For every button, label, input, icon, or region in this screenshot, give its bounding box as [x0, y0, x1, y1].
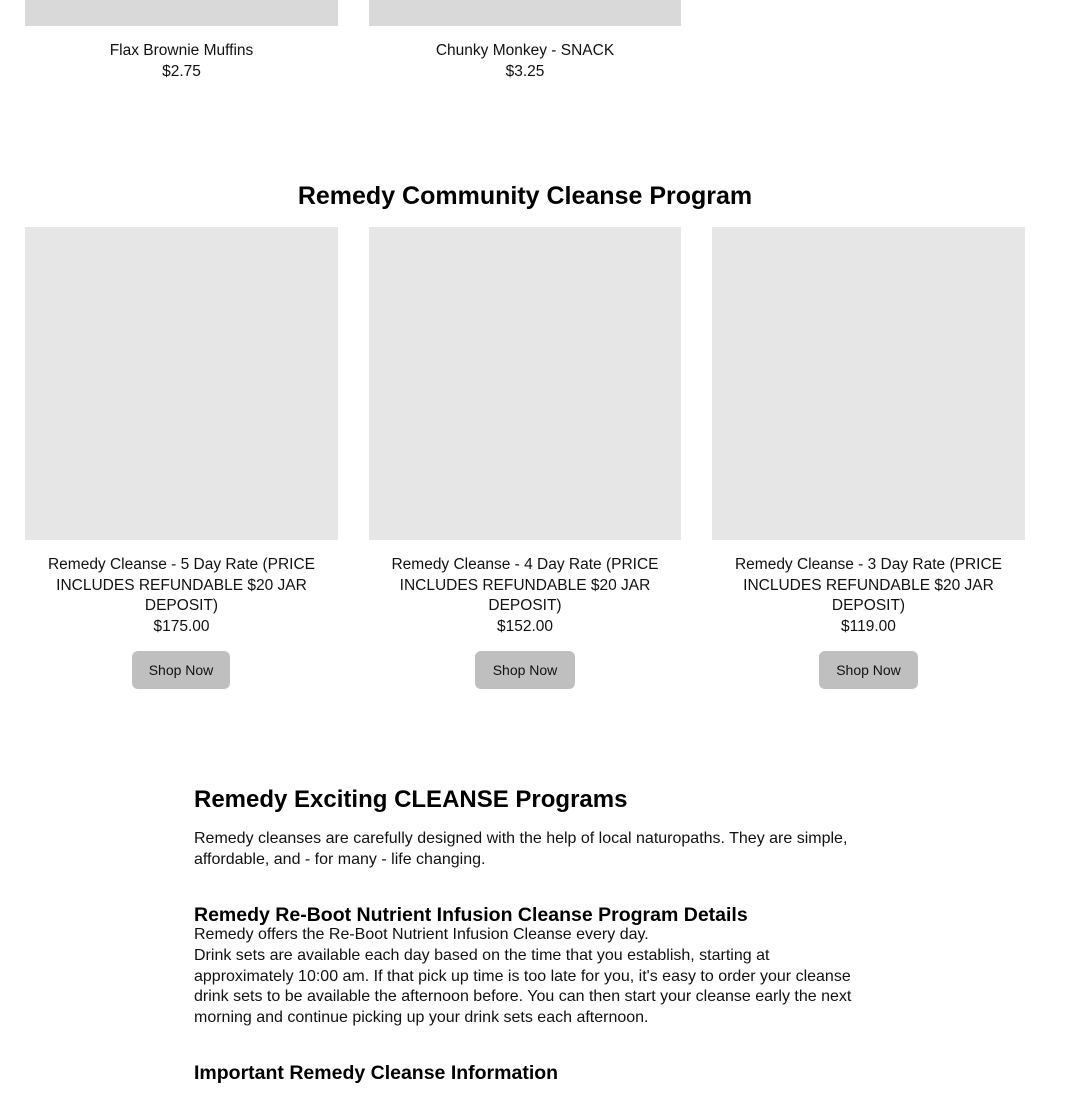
shop-now-button[interactable]: Shop Now	[819, 651, 918, 689]
shop-now-button[interactable]: Shop Now	[475, 651, 575, 689]
details-heading: Remedy Re-Boot Nutrient Infusion Cleanse Program Details	[194, 904, 748, 926]
info-intro: Remedy cleanses are carefully designed with the help of local naturopaths. They are simple, affordable, and - for many - life changing.	[194, 830, 848, 868]
product-price: $119.00	[841, 618, 896, 635]
details-line-2: Drink sets are available each day based on the time that you establish, starting at approximately 10:00 am. If that pick up time is too late for you, it's easy to order your cleanse drink sets to be available the afternoon before. You can then start your cleanse early the next morning and continue picking up your drink sets each afternoon.	[194, 947, 852, 1027]
product-price: $175.00	[153, 618, 210, 635]
product-price: $3.25	[505, 63, 545, 80]
product-image[interactable]	[369, 227, 681, 540]
important-heading: Important Remedy Cleanse Information	[194, 1062, 559, 1084]
product-image[interactable]	[712, 227, 1025, 540]
product-price: $152.00	[496, 618, 554, 635]
product-image[interactable]	[25, 227, 338, 540]
product-price: $2.75	[162, 63, 201, 80]
section-title: Remedy Community Cleanse Program	[297, 182, 753, 210]
product-name[interactable]: Flax Brownie Muffins	[109, 42, 254, 59]
product-name[interactable]: Remedy Cleanse - 5 Day Rate (PRICE INCLUDES REFUNDABLE $20 JAR DEPOSIT)	[47, 556, 316, 615]
product-name[interactable]: Remedy Cleanse - 4 Day Rate (PRICE INCLUDES REFUNDABLE $20 JAR DEPOSIT)	[391, 556, 659, 615]
product-image[interactable]	[369, 0, 681, 26]
product-name[interactable]: Remedy Cleanse - 3 Day Rate (PRICE INCLUDES REFUNDABLE $20 JAR DEPOSIT)	[734, 556, 1003, 615]
product-name[interactable]: Chunky Monkey - SNACK	[435, 42, 615, 59]
product-image[interactable]	[25, 0, 338, 26]
info-heading: Remedy Exciting CLEANSE Programs	[194, 786, 628, 813]
shop-now-button[interactable]: Shop Now	[132, 651, 230, 689]
details-line-1: Remedy offers the Re-Boot Nutrient Infusion Cleanse every day.	[194, 926, 649, 943]
